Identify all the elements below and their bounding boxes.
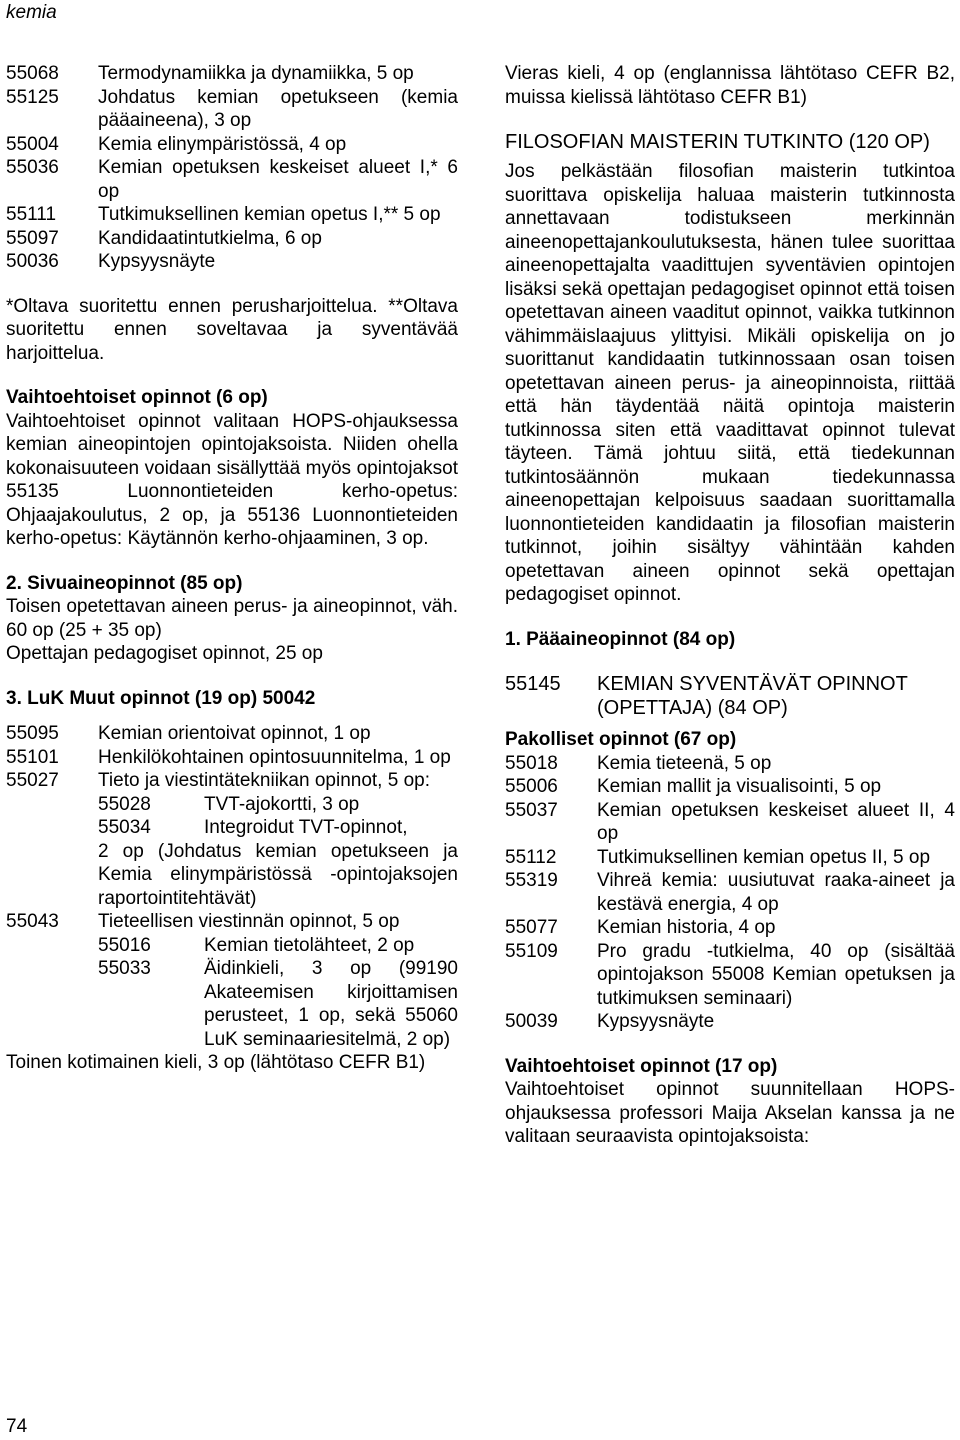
course-row [6, 722, 458, 746]
sub-course-row [98, 957, 458, 1051]
course-row [6, 769, 458, 793]
course-code: 55033 [98, 958, 151, 979]
course-title: Tutkimuksellinen kemian opetus I,** 5 op [98, 204, 441, 225]
course-title: Integroidut TVT-opinnot, [204, 817, 408, 838]
course-title: Äidinkieli, 3 op (99190 Akateemisen kirjoittamisen perusteet, 1 op, sekä 55060 LuK seminaariesitelmä, 2 op) [204, 958, 458, 1050]
major-studies-heading: 1. Pääaineopinnot (84 op) [505, 628, 736, 650]
course-code: 55018 [505, 752, 558, 774]
course-code: 55006 [505, 776, 558, 797]
running-header: kemia [6, 2, 57, 23]
course-row [6, 250, 458, 274]
course-code: 55028 [98, 793, 151, 815]
optional-studies-heading: Vaihtoehtoiset opinnot (6 op) [6, 387, 268, 408]
course-row [6, 910, 458, 934]
minor-studies-heading: 2. Sivuaineopinnot (85 op) [6, 572, 243, 594]
course-title: Kemian opetuksen keskeiset alueet I,* 6 op [98, 157, 458, 202]
course-title: Kemian mallit ja visualisointi, 5 op [597, 776, 882, 797]
sub-course-row [98, 934, 458, 958]
optional-studies-text: Vaihtoehtoiset opinnot suunnitellaan HOPS-ohjauksessa professori Maija Akselan kanssa ja ne valitaan seuraavista opintojaksoista: [505, 1079, 955, 1147]
course-code: 55111 [6, 204, 57, 225]
course-row [6, 203, 458, 227]
sub-course-row [98, 816, 458, 840]
course-row [505, 916, 955, 940]
course-code: 55043 [6, 911, 59, 932]
course-code: 55037 [505, 799, 558, 821]
optional-studies-heading: Vaihtoehtoiset opinnot (17 op) [505, 1055, 778, 1077]
course-title: Kemia tieteenä, 5 op [597, 752, 772, 774]
course-title: TVT-ajokortti, 3 op [204, 793, 360, 815]
left-column [6, 62, 458, 1075]
course-title: Kemian orientoivat opinnot, 1 op [98, 723, 371, 744]
course-row [505, 799, 955, 846]
course-row [505, 775, 955, 799]
course-code: 55125 [6, 86, 59, 108]
course-code: 55095 [6, 723, 59, 744]
course-title: Henkilökohtainen opintosuunnitelma, 1 op [98, 746, 451, 768]
course-title: Kypsyysnäyte [597, 1011, 715, 1032]
course-code: 55319 [505, 870, 558, 891]
course-row [505, 940, 955, 1011]
course-code: 50039 [505, 1011, 558, 1032]
course-row [505, 846, 955, 870]
course-code: 50036 [6, 251, 59, 272]
course-code: 55036 [6, 157, 59, 178]
course-code: 55097 [6, 227, 59, 249]
module-title: KEMIAN SYVENTÄVÄT OPINNOT (OPETTAJA) (84 OP) [597, 673, 908, 719]
masters-degree-text: Jos pelkästään filosofian maisterin tutkintoa suorittava opiskelija haluaa maisterin tutkinnosta annettavaan todistukseen merkinnän aineenopettajankoulutuksesta, hänen tulee suorittaa aineenopettajalta vaadittujen syventävien opintojen lisäksi sekä opettajan pedagogiset opinnot että toisen opetettavan aineen vaaditut opinnot, vaikka tutkinnon vähimmäislaajuus ylittyisi. Mikäli opiskelija on jo suorittanut kandidaatin tutkinnossaan osan toisen opetettavan aineen perus- ja aineopinnoista, riittää että hän täydentää näitä opintoja maisterin tutkinnossa siten että vaadittavat opinnot tulevat täyteen. Tämä johtuu siitä, että tiedekunnan tutkintosäännön mukaan tiedekunnassa aineenopettajan kelpoisuus saadaan suorittamalla luonnontieteiden kandidaatin ja filosofian maisterin tutkinnot, joihin sisältyy vähintään kahden opetettavan aineen opinnot sekä opettajan pedagogiset opinnot. [505, 161, 955, 605]
module-code: 55145 [505, 673, 561, 695]
course-title: Kemia elinympäristössä, 4 op [98, 133, 347, 155]
second-language-text: Toinen kotimainen kieli, 3 op (lähtötaso CEFR B1) [6, 1052, 426, 1073]
course-title: Tieteellisen viestinnän opinnot, 5 op [98, 911, 400, 932]
course-title: Tieto ja viestintätekniikan opinnot, 5 op: [98, 770, 430, 791]
course-code: 55034 [98, 817, 151, 838]
course-title: Termodynamiikka ja dynamiikka, 5 op [98, 63, 414, 84]
course-title: Kemian historia, 4 op [597, 917, 776, 938]
course-row [6, 746, 458, 770]
course-code: 55004 [6, 133, 59, 155]
foreign-language-text: Vieras kieli, 4 op (englannissa lähtötaso CEFR B2, muissa kielissä lähtötaso CEFR B1) [505, 63, 955, 108]
sub-course-note [98, 840, 458, 911]
minor-studies-line: Toisen opetettavan aineen perus- ja aineopinnot, väh. 60 op (25 + 35 op) [6, 596, 458, 641]
course-title: Johdatus kemian opetukseen (kemia pääaineena), 3 op [98, 86, 458, 131]
masters-degree-heading: FILOSOFIAN MAISTERIN TUTKINTO (120 OP) [505, 131, 930, 153]
course-row [6, 156, 458, 203]
course-code: 55112 [505, 846, 557, 868]
course-code: 55101 [6, 746, 59, 768]
course-row [505, 752, 955, 776]
major-module-row [505, 672, 955, 720]
course-title: Kemian opetuksen keskeiset alueet II, 4 op [597, 799, 955, 844]
course-code: 55109 [505, 940, 558, 962]
course-row [6, 86, 458, 133]
minor-studies-line: Opettajan pedagogiset opinnot, 25 op [6, 643, 323, 664]
footnote-text: *Oltava suoritettu ennen perusharjoittelua. **Oltava suoritettu ennen soveltavaa ja syventävää harjoittelua. [6, 295, 458, 364]
course-code: 55027 [6, 770, 59, 791]
course-title: Tutkimuksellinen kemian opetus II, 5 op [597, 846, 931, 868]
course-row [505, 869, 955, 916]
course-row [6, 62, 458, 86]
required-studies-heading: Pakolliset opinnot (67 op) [505, 729, 737, 750]
course-title: Kypsyysnäyte [98, 251, 216, 272]
course-code: 55068 [6, 63, 59, 84]
page-number: 74 [6, 1416, 28, 1437]
course-title: Kemian tietolähteet, 2 op [204, 934, 415, 956]
sub-course-row [98, 793, 458, 817]
optional-studies-text: Vaihtoehtoiset opinnot valitaan HOPS-ohjauksessa kemian aineopintojen opintojaksoista. Niiden ohella kokonaisuuteen voidaan sisällyttää myös opintojaksot 55135 Luonnontieteiden kerho-opetus: Ohjaajakoulutus, 2 op, ja 55136 Luonnontieteiden kerho-opetus: Käytännön kerho-ohjaaminen, 3 op. [6, 410, 458, 549]
course-title: Kandidaatintutkielma, 6 op [98, 227, 322, 249]
course-row [6, 133, 458, 157]
course-note: 2 op (Johdatus kemian opetukseen ja Kemia elinympäristössä -opintojaksojen raportointitehtävät) [98, 840, 458, 909]
course-code: 55077 [505, 917, 558, 938]
course-row [505, 1010, 955, 1034]
course-code: 55016 [98, 934, 151, 956]
other-studies-heading: 3. LuK Muut opinnot (19 op) 50042 [6, 687, 316, 709]
right-column [505, 62, 955, 1149]
course-title: Pro gradu -tutkielma, 40 op (sisältää opintojakson 55008 Kemian opetuksen ja tutkimuksen seminaari) [597, 940, 955, 1009]
course-title: Vihreä kemia: uusiutuvat raaka-aineet ja kestävä energia, 4 op [597, 870, 955, 915]
course-row [6, 227, 458, 251]
